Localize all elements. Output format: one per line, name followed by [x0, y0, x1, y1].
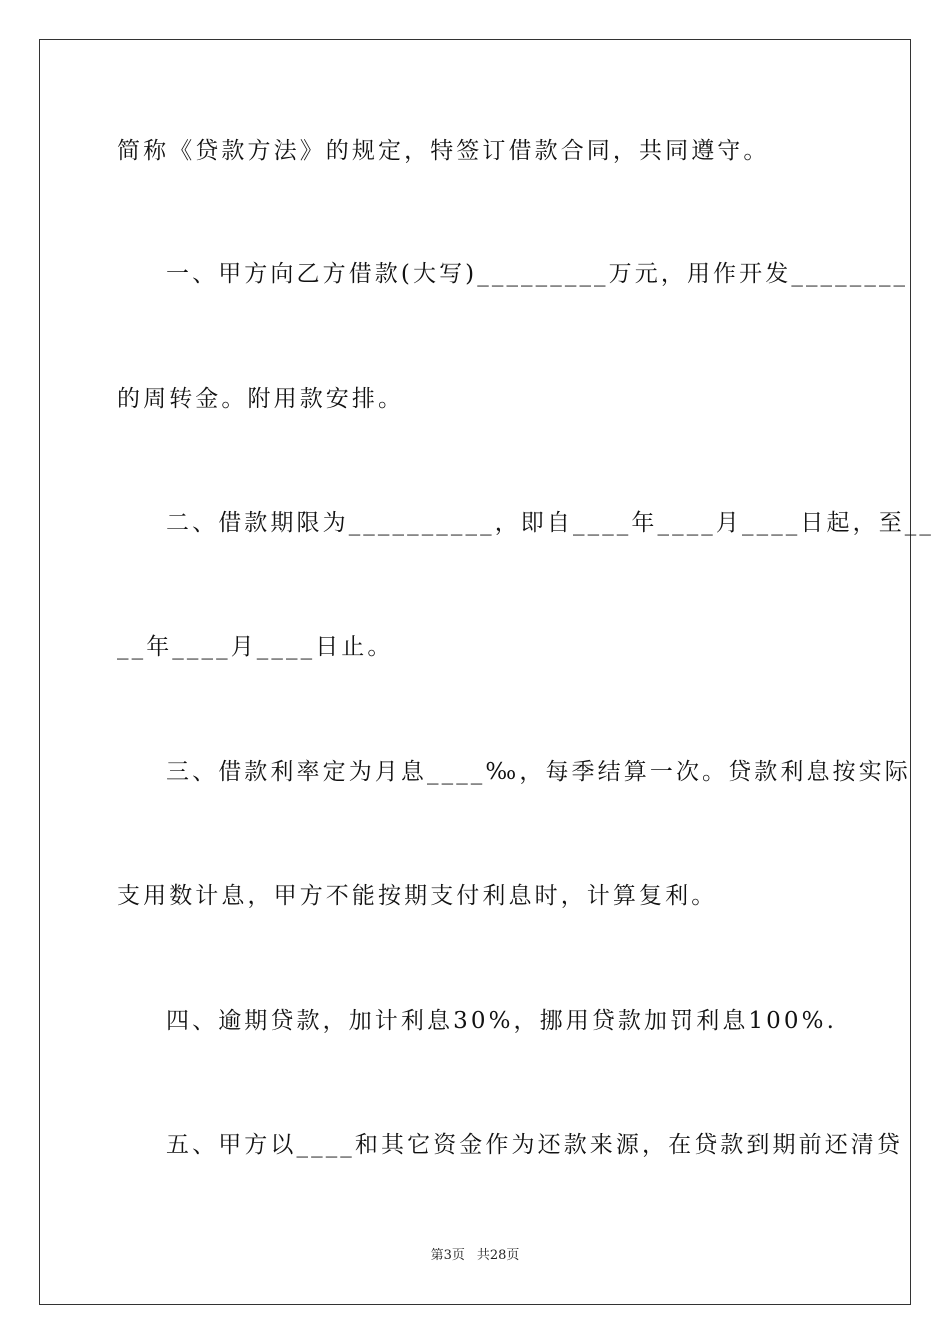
body-text-line: 简称《贷款方法》的规定，特签订借款合同，共同遵守。 [117, 138, 770, 164]
clause-two-line: 二、借款期限为__________，即自____年____月____日起，至__ [166, 510, 934, 536]
page-frame [39, 39, 934, 1305]
page-footer [0, 1247, 950, 1265]
clause-four-line: 四、逾期贷款，加计利息30%，挪用贷款加罚利息100%. [166, 1008, 837, 1034]
clause-three-line: 三、借款利率定为月息____‰，每季结算一次。贷款利息按实际 [166, 759, 911, 785]
body-text-line: 的周转金。附用款安排。 [117, 386, 405, 412]
clause-one-line: 一、甲方向乙方借款(大写)_________万元，用作开发________ [166, 261, 909, 287]
page-total: 共28页 [476, 1248, 520, 1263]
clause-five-line: 五、甲方以____和其它资金作为还款来源，在贷款到期前还清贷 [166, 1132, 903, 1158]
body-text-line: __年____月____日止。 [117, 634, 394, 660]
body-text-line: 支用数计息，甲方不能按期支付利息时，计算复利。 [117, 883, 718, 909]
page-number: 第3页 [430, 1248, 465, 1263]
